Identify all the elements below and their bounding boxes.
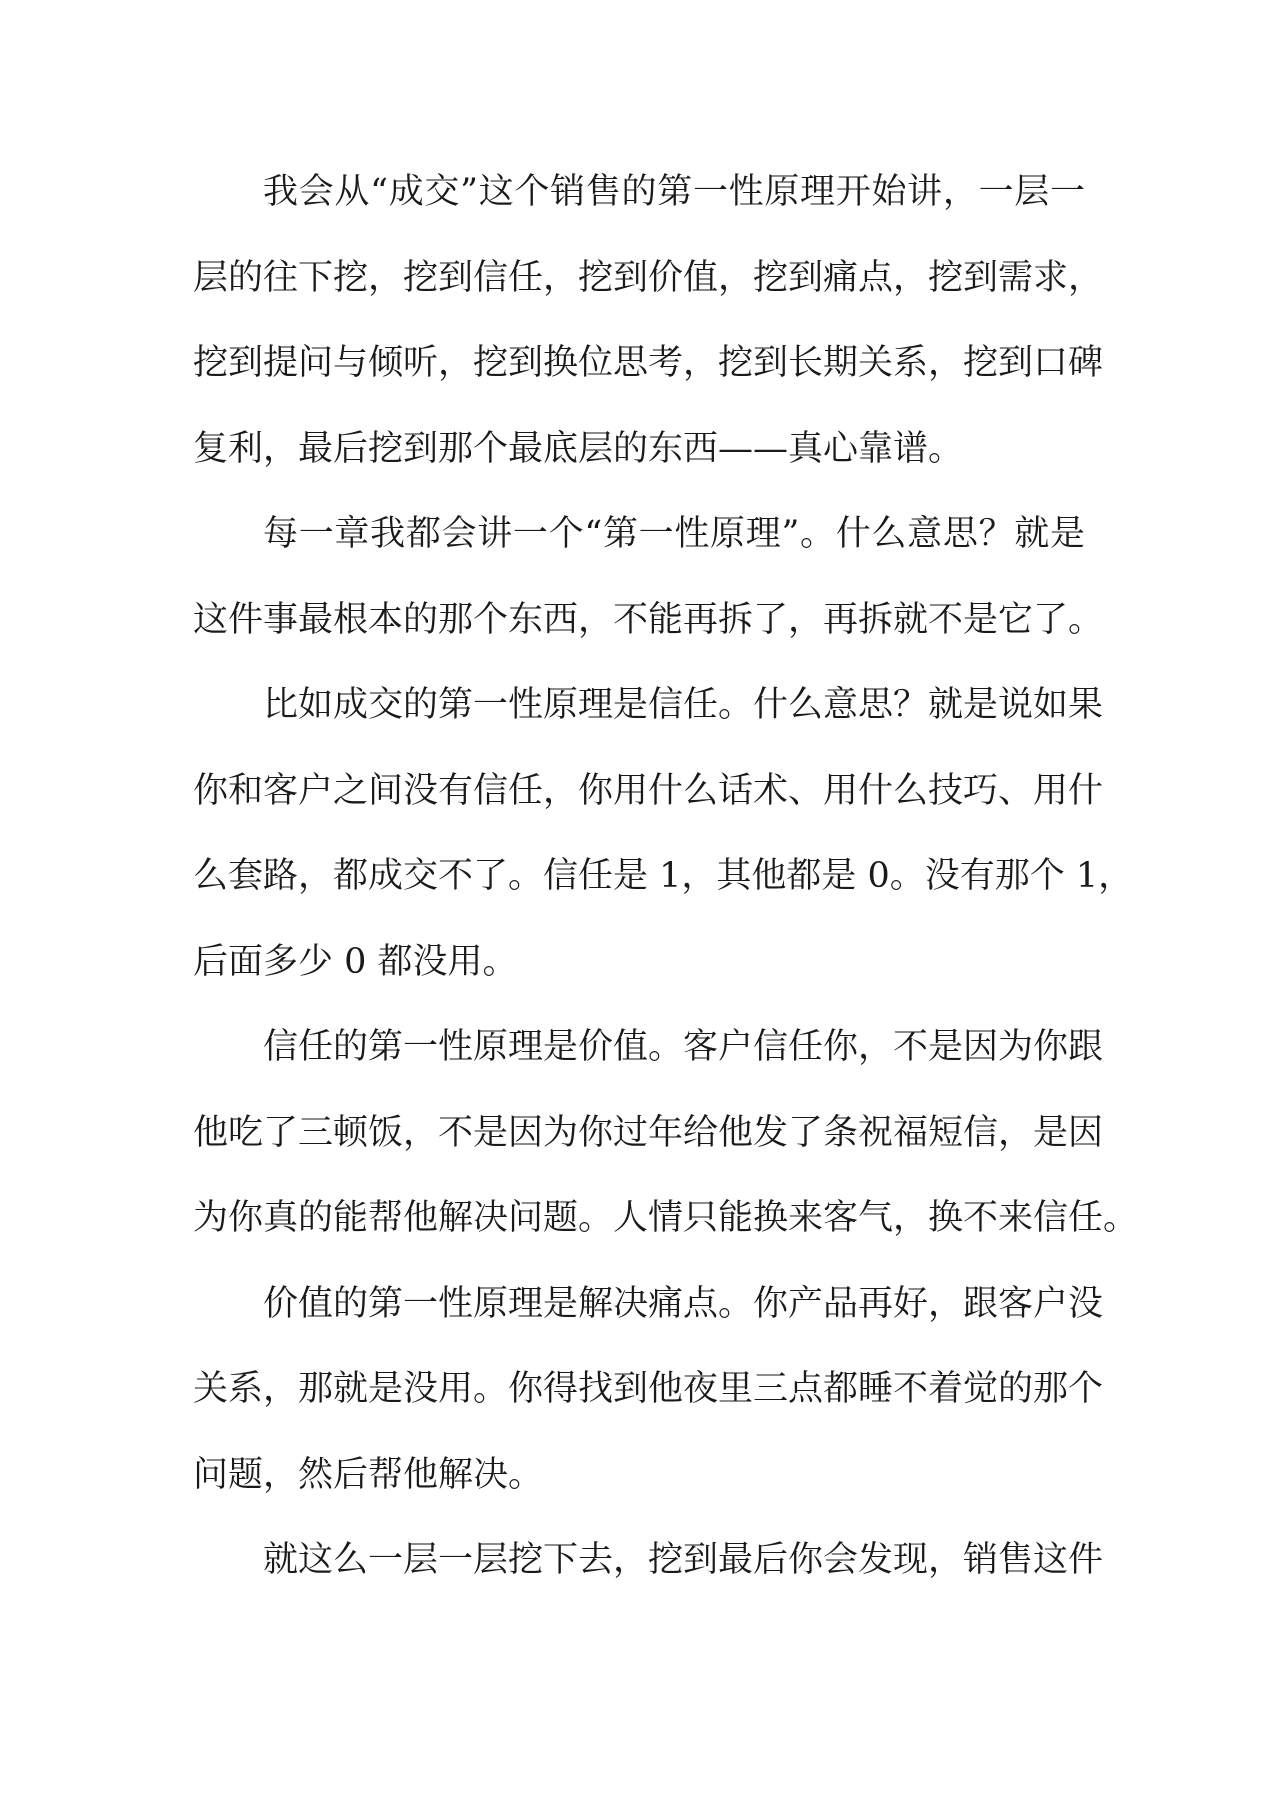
text-line: 他吃了三顿饭，不是因为你过年给他发了条祝福短信，是因	[193, 1112, 1104, 1153]
text-line: 信任的第一性原理是价值。客户信任你，不是因为你跟	[263, 1027, 1104, 1067]
text-line: 挖到提问与倾听，挖到换位思考，挖到长期关系，挖到口碑	[193, 343, 1104, 383]
text-line: 为你真的能帮他解决问题。人情只能换来客气，换不来信任。	[193, 1198, 1139, 1238]
paragraph	[193, 675, 1134, 1017]
text-line: 价值的第一性原理是解决痛点。你产品再好，跟客户没	[263, 1283, 1104, 1324]
text-line: 我会从“成交”这个销售的第一性原理开始讲，一层一	[263, 172, 1085, 212]
text-line: 关系，那就是没用。你得找到他夜里三点都睡不着觉的那个	[193, 1369, 1104, 1409]
text-line: 比如成交的第一性原理是信任。什么意思？就是说如果	[263, 685, 1104, 725]
text-line: 层的往下挖，挖到信任，挖到价值，挖到痛点，挖到需求，	[193, 257, 1104, 298]
text-line: 问题，然后帮他解决。	[193, 1454, 544, 1495]
paragraph	[193, 1530, 1104, 1616]
paragraph	[193, 1017, 1139, 1274]
paragraph	[193, 1274, 1104, 1531]
text-line: 复利，最后挖到那个最底层的东西——真心靠谱。	[193, 428, 964, 469]
paragraph	[193, 162, 1104, 504]
text-line: 你和客户之间没有信任，你用什么话术、用什么技巧、用什	[193, 770, 1104, 811]
paragraph	[193, 504, 1104, 675]
body-text	[193, 162, 1139, 1616]
text-line: 么套路，都成交不了。信任是 1，其他都是 0。没有那个 1，	[193, 856, 1134, 896]
text-line: 每一章我都会讲一个“第一性原理”。什么意思？就是	[263, 514, 1085, 554]
text-line: 这件事最根本的那个东西，不能再拆了，再拆就不是它了。	[193, 599, 1104, 640]
text-line: 后面多少 0 都没用。	[193, 941, 518, 982]
text-line: 就这么一层一层挖下去，挖到最后你会发现，销售这件	[263, 1540, 1104, 1580]
